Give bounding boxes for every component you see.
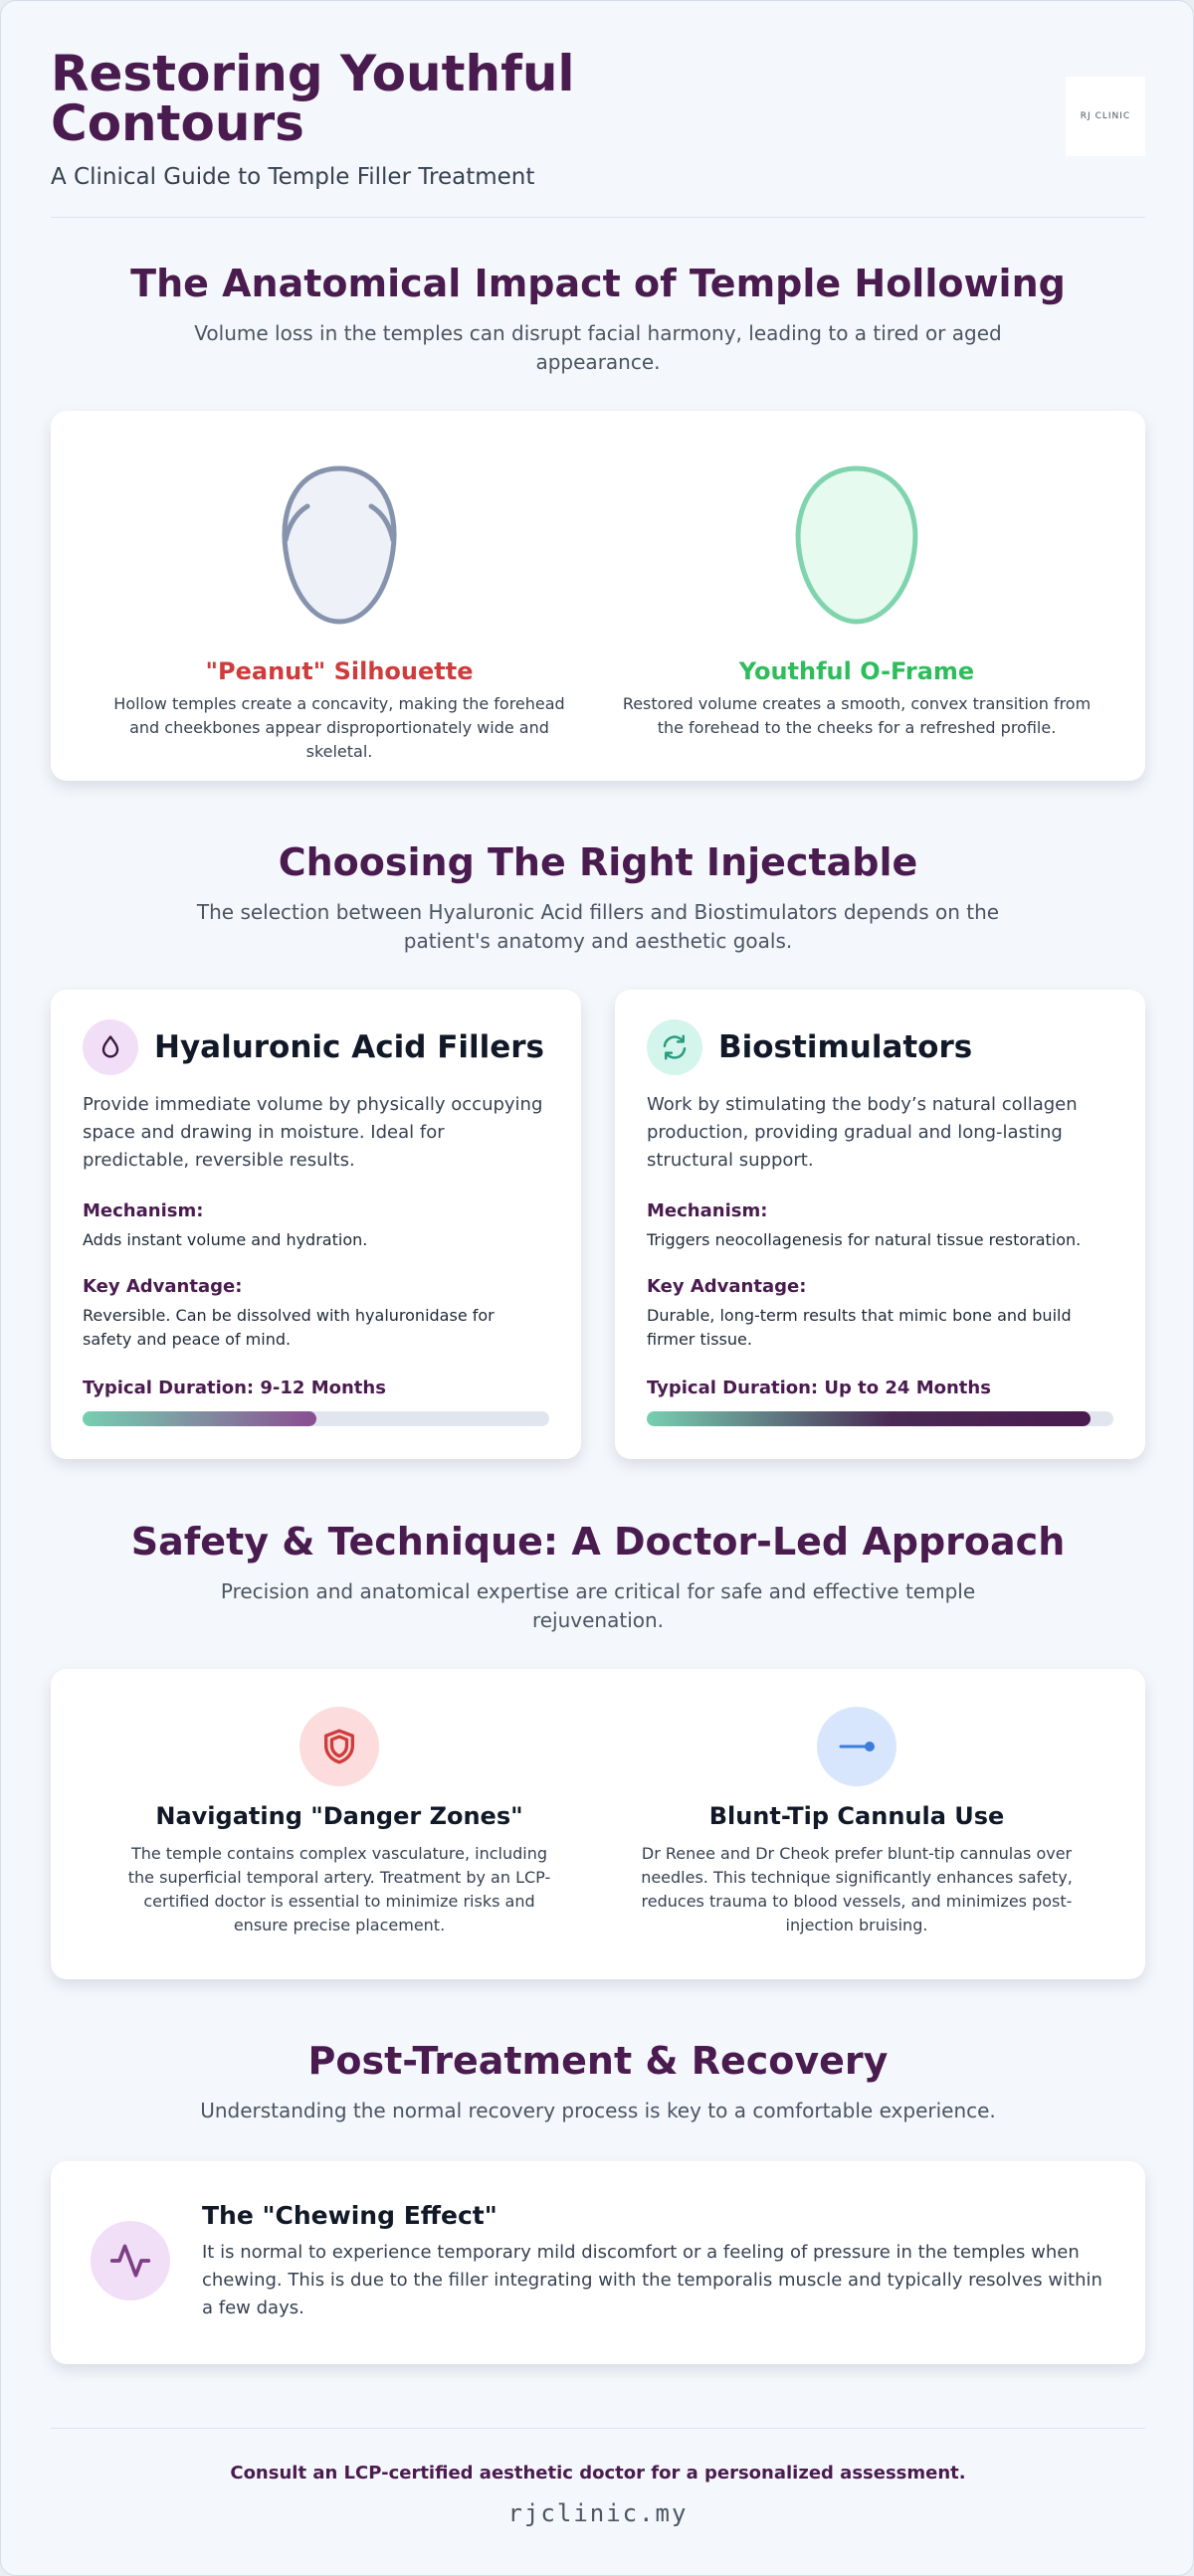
- danger-zones-text: The temple contains complex vasculature, including the superficial temporal artery. Treatment by an LCP-certified doctor is essential to minimize risks and ensure precise placement.: [127, 1844, 551, 1934]
- ha-filler-title: Hyaluronic Acid Fillers: [154, 1029, 545, 1065]
- peanut-silhouette-title: "Peanut" Silhouette: [205, 657, 474, 685]
- oframe-title: Youthful O-Frame: [738, 657, 975, 685]
- footer-url-link[interactable]: rjclinic.my: [507, 2499, 689, 2527]
- header: [51, 45, 1145, 218]
- shield-icon: [299, 1707, 379, 1786]
- anatomy-section-header: [1, 262, 1194, 377]
- safety-description: Precision and anatomical expertise are critical for safe and effective temple rejuvenation.: [220, 1579, 976, 1632]
- bio-duration-bar-fill: [647, 1411, 1091, 1426]
- contour-card: [51, 411, 1145, 781]
- safety-section-header: [1, 1520, 1194, 1635]
- logo-text: RJ CLINIC: [1080, 111, 1131, 121]
- anatomy-title: The Anatomical Impact of Temple Hollowing: [130, 262, 1066, 305]
- ha-advantage-text: Reversible. Can be dissolved with hyaluronidase for safety and peace of mind.: [83, 1306, 495, 1349]
- ha-advantage-label: Key Advantage:: [83, 1276, 243, 1297]
- biostimulator-title: Biostimulators: [718, 1029, 973, 1065]
- bio-mechanism-text: Triggers neocollagenesis for natural tissue restoration.: [647, 1230, 1082, 1249]
- footer: [51, 2428, 1145, 2547]
- peanut-face-icon: [270, 460, 409, 630]
- cannula-text: Dr Renee and Dr Cheok prefer blunt-tip cannulas over needles. This technique significantly enhances safety, reduces trauma to blood vessels, and minimizes post-injection bruising.: [641, 1844, 1073, 1934]
- bio-mechanism-label: Mechanism:: [647, 1200, 768, 1221]
- safety-card: [51, 1669, 1145, 1979]
- bio-advantage-label: Key Advantage:: [647, 1276, 807, 1297]
- biostimulator-card: [615, 990, 1145, 1459]
- clinic-logo: [1066, 77, 1145, 156]
- cannula-icon: [817, 1707, 896, 1786]
- recovery-title: Post-Treatment & Recovery: [307, 2039, 889, 2083]
- biostimulator-description: Work by stimulating the body’s natural collagen production, providing gradual and long-lasting structural support.: [647, 1094, 1078, 1171]
- ha-duration-label: Typical Duration: 9-12 Months: [83, 1378, 386, 1398]
- injectables-title: Choosing The Right Injectable: [278, 840, 918, 884]
- peanut-silhouette-text: Hollow temples create a concavity, making the forehead and cheekbones appear disproportionately wide and skeletal.: [113, 694, 565, 761]
- oframe-text: Restored volume creates a smooth, convex transition from the forehead to the cheeks for a refreshed profile.: [622, 694, 1092, 737]
- chewing-effect-text: It is normal to experience temporary mild discomfort or a feeling of pressure in the temples when chewing. This is due to the filler integrating with the temporalis muscle and typically resolves within a few days.: [202, 2242, 1102, 2318]
- ha-filler-card: [51, 990, 581, 1459]
- safety-title: Safety & Technique: A Doctor-Led Approach: [130, 1520, 1066, 1564]
- ha-filler-description: Provide immediate volume by physically occupying space and drawing in moisture. Ideal for predictable, reversible results.: [83, 1094, 543, 1171]
- droplet-icon: [83, 1019, 138, 1075]
- page-subtitle: A Clinical Guide to Temple Filler Treatment: [51, 164, 535, 190]
- cannula-title: Blunt-Tip Cannula Use: [708, 1802, 1005, 1830]
- recovery-section-header: [1, 2039, 1194, 2125]
- danger-zones-title: Navigating "Danger Zones": [155, 1802, 523, 1830]
- ha-mechanism-text: Adds instant volume and hydration.: [83, 1230, 368, 1249]
- activity-icon: [91, 2221, 170, 2300]
- ha-duration-bar-fill: [83, 1411, 316, 1426]
- injectables-section-header: [1, 840, 1194, 956]
- chewing-effect-card: [51, 2161, 1145, 2364]
- bio-duration-label: Typical Duration: Up to 24 Months: [647, 1378, 991, 1398]
- footer-cta: Consult an LCP-certified aesthetic doctor for a personalized assessment.: [230, 2463, 966, 2484]
- ha-duration-bar: [83, 1411, 549, 1426]
- anatomy-description: Volume loss in the temples can disrupt facial harmony, leading to a tired or aged appearance.: [194, 321, 1002, 374]
- bio-duration-bar: [647, 1411, 1113, 1426]
- oframe-face-icon: [787, 460, 926, 630]
- chewing-effect-title: The "Chewing Effect": [202, 2201, 498, 2230]
- recovery-description: Understanding the normal recovery process is key to a comfortable experience.: [200, 2099, 996, 2122]
- refresh-icon: [647, 1019, 702, 1075]
- ha-mechanism-label: Mechanism:: [83, 1200, 204, 1221]
- bio-advantage-text: Durable, long-term results that mimic bone and build firmer tissue.: [647, 1306, 1072, 1349]
- injectables-description: The selection between Hyaluronic Acid fillers and Biostimulators depends on the patient's anatomy and aesthetic goals.: [196, 900, 1000, 953]
- page-title: Restoring Youthful Contours: [51, 45, 575, 152]
